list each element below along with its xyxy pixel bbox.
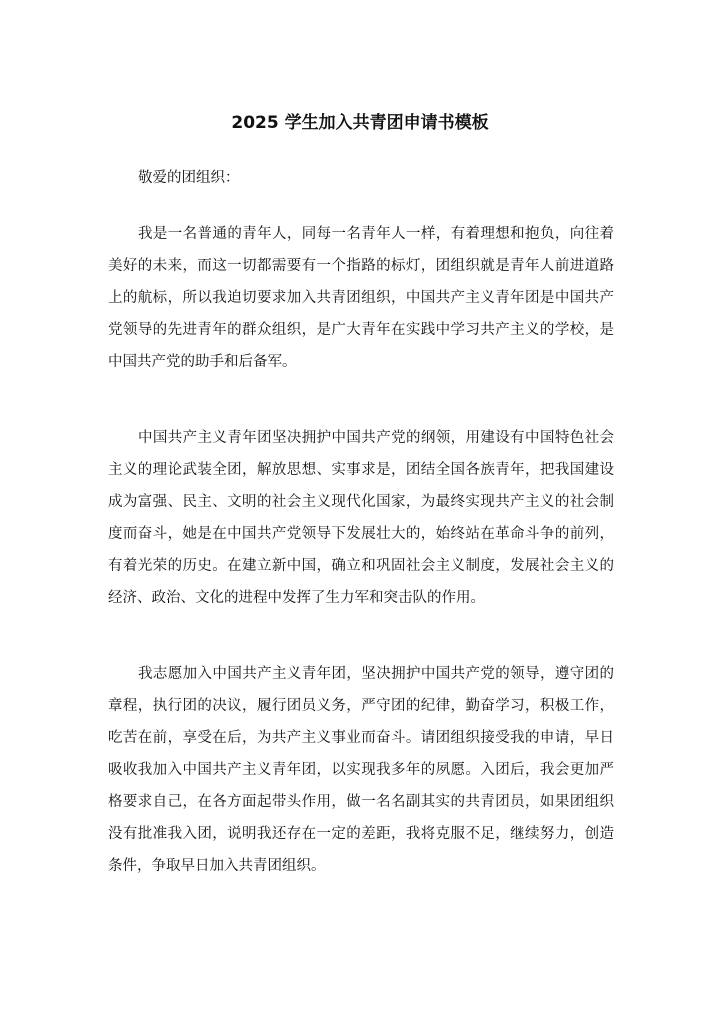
- body-paragraph-3: 我志愿加入中国共产主义青年团，坚决拥护中国共产党的领导，遵守团的章程，执行团的决议，履行团员义务，严守团的纪律，勤奋学习，积极工作，吃苦在前，享受在后，为共产主义事业而奋斗。请团组织接受我的申请，早日吸收我加入中国共产主义青年团，以实现我多年的夙愿。入团后，我会更加严格要求自己，在各方面起带头作用，做一名名副其实的共青团员，如果团组织没有批准我入团，说明我还存在一定的差距，我将克服不足，继续努力，创造条件，争取早日加入共青团组织。: [108, 666, 614, 874]
- salutation: 敬爱的团组织：: [138, 170, 240, 186]
- page-title: 2025 学生加入共青团申请书模板: [231, 113, 489, 133]
- body-paragraph-1: 我是一名普通的青年人，同每一名青年人一样，有着理想和抱负，向往着美好的未来，而这一切都需要有一个指路的标灯，团组织就是青年人前进道路上的航标，所以我迫切要求加入共青团组织，中国共产主义青年团是中国共产党领导的先进青年的群众组织，是广大青年在实践中学习共产主义的学校，是中国共产党的助手和后备军。: [108, 226, 614, 370]
- body-paragraph-2: 中国共产主义青年团坚决拥护中国共产党的纲领，用建设有中国特色社会主义的理论武装全团，解放思想、实事求是，团结全国各族青年，把我国建设成为富强、民主、文明的社会主义现代化国家，为最终实现共产主义的社会制度而奋斗，她是在中国共产党领导下发展壮大的，始终站在革命斗争的前列，有着光荣的历史。在建立新中国，确立和巩固社会主义制度，发展社会主义的经济、政治、文化的进程中发挥了生力军和突击队的作用。: [108, 430, 614, 606]
